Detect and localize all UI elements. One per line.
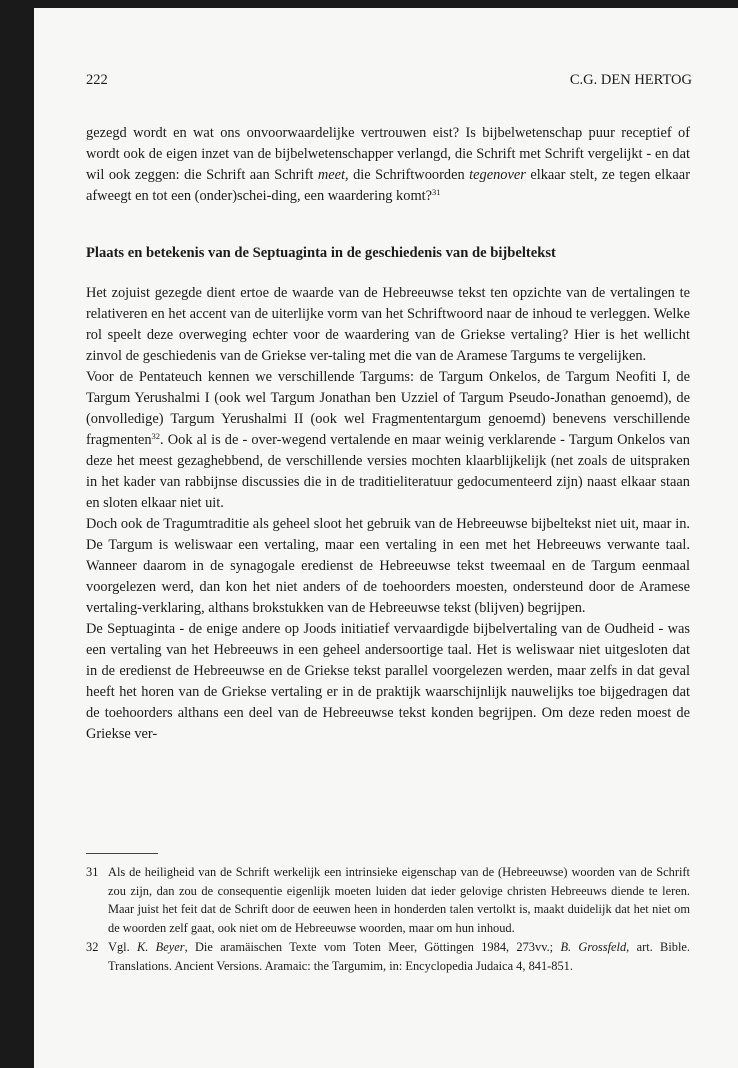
text-run: elkaar stelt, ze tegen elkaar afweegt en tot een (onder)schei-ding, een waardering komt? (86, 167, 690, 204)
page-number: 222 (86, 72, 108, 88)
emphasis-tegenover: tegenover (469, 167, 526, 183)
paragraph-4: Doch ook de Tragumtraditie als geheel sloot het gebruik van de Hebreeuwse bijbeltekst niet uit, maar in. De Targum is weliswaar een vertaling, maar een vertaling in een met het Hebreeuws verwante taal. Wanneer daarom in de synagogale eredienst de Hebreeuwse tekst tweemaal en de Targum eenmaal voorgelezen werd, dan kon het niet anders of de toehoorders moesten, ondersteund door de Aramese vertaling-verklaring, althans brokstukken van de Hebreeuwse tekst (blijven) begrijpen. (86, 516, 690, 616)
section-heading: Plaats en betekenis van de Septuaginta in de geschiedenis van de bijbeltekst (86, 245, 556, 261)
footnote-text: Als de heiligheid van de Schrift werkelijk een intrinsieke eigenschap van de (Hebreeuwse) woorden van de Schrift zou zijn, dan zou de consequentie eigenlijk moeten luiden dat ieder gelovige christen Hebreeuws diende te leren. Maar juist het feit dat de Schrift door de eeuwen heen in honderden talen vertolkt is, maakt duidelijk dat het niet om de woorden zelf gaat, ook niet om de Hebreeuwse woorden, maar om hun inhoud. (108, 865, 690, 935)
text-run: gezegd wordt en wat ons onvoorwaardelijke vertrouwen eist? Is bijbelwetenschap puur receptief of wordt ook de eigen inzet van de bijbelwetenschapper verlangd, die Schrift met Schrift vergelijkt - en dat wil ook zeggen: die Schrift aan Schrift (86, 125, 690, 183)
footnote-ref-31[interactable]: 31 (432, 187, 441, 197)
running-author: C.G. DEN HERTOG (569, 72, 692, 88)
paragraph-1 (86, 123, 690, 207)
text-run: , die Schriftwoorden (345, 167, 470, 183)
text-run: . Ook al is de - over-wegend vertalende en maar weinig verklarende - Targum Onkelos van deze het meest gezaghebbend, de verschillende versies mochten klaarblijkelijk (net zoals de uitspraken in het kader van rabbijnse discussies die in de traditieliteratuur gedocumenteerd zijn) naast elkaar staan en sloten elkaar niet uit. (86, 432, 690, 511)
footnote-32 (86, 938, 690, 975)
paragraph-3 (86, 367, 690, 514)
footnote-31 (86, 863, 690, 937)
text-run: Vgl. (108, 940, 137, 955)
footnote-number: 31 (86, 865, 99, 879)
author-grossfeld: B. Grossfeld (560, 940, 627, 955)
footnote-ref-32[interactable]: 32 (151, 431, 161, 441)
text-run: , art. Bible. Translations. Ancient Versions. Aramaic: the Targumim, in: Encyclopedia Judaica 4, 841-851. (108, 940, 690, 973)
main-text (86, 123, 690, 745)
footnote-separator (86, 853, 158, 854)
footnote-text (108, 938, 690, 975)
text-run: , Die aramäischen Texte vom Toten Meer, Göttingen 1984, 273vv.; (184, 940, 561, 955)
footnote-number: 32 (86, 940, 99, 955)
author-beyer: K. Beyer (137, 940, 185, 955)
paragraph-2: Het zojuist gezegde dient ertoe de waarde van de Hebreeuwse tekst ten opzichte van de vertalingen te relativeren en het accent van de uiterlijke vorm van het Schriftwoord naar de inhoud te verleggen. Welke rol speelt deze overweging echter voor de waardering van de Griekse vertaling? Hier is het wellicht zinvol de geschiedenis van de Griekse ver-taling met die van de Aramese Targums te vergelijken. (86, 285, 690, 364)
paragraph-5: De Septuaginta - de enige andere op Joods initiatief vervaardigde bijbelvertaling van de Oudheid - was een vertaling van het Hebreeuws in een geheel andersoortige taal. Het is weliswaar niet uitgesloten dat in de eredienst de Hebreeuwse en de Griekse tekst parallel voorgelezen werden, maar zelfs in dat geval heeft het horen van de Griekse vertaling er in de praktijk waarschijnlijk nauwelijks toe bijgedragen dat de toehoorders althans een deel van de Hebreeuwse tekst konden begrijpen. Om deze reden moest de Griekse ver- (86, 621, 690, 742)
footnotes (86, 863, 690, 977)
emphasis-meet: meet (317, 167, 346, 183)
text-run: Voor de Pentateuch kennen we verschillende Targums: de Targum Onkelos, de Targum Neofiti I, de Targum Yerushalmi I (ook wel Targum Jonathan ben Uzziel of Targum Pseudo-Jonathan genoemd), de (onvolledige) Targum Yerushalmi II (ook wel Fragmententargum genoemd) benevens verschillende fragmenten (86, 369, 690, 448)
running-header (86, 72, 692, 89)
book-page (34, 8, 738, 1068)
